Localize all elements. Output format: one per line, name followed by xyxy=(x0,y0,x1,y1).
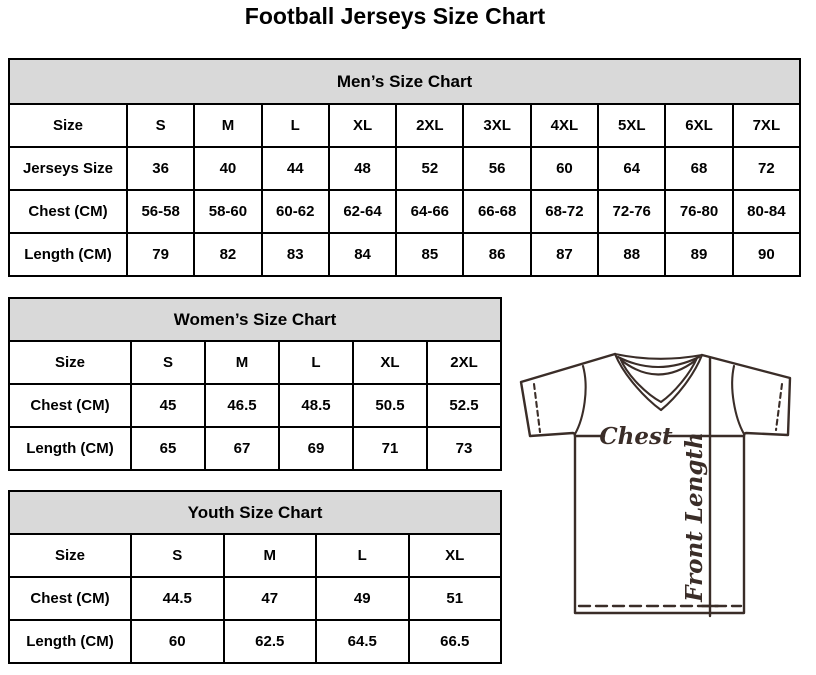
row-header-cell: Size xyxy=(9,104,127,147)
mens-size-table xyxy=(8,58,801,277)
data-cell: 71 xyxy=(353,427,427,470)
data-cell: 44.5 xyxy=(131,577,224,620)
data-cell: 56-58 xyxy=(127,190,194,233)
table-title: Youth Size Chart xyxy=(9,491,501,534)
table-row xyxy=(9,147,800,190)
page-title: Football Jerseys Size Chart xyxy=(244,3,546,29)
data-cell: S xyxy=(127,104,194,147)
data-cell: 87 xyxy=(531,233,598,276)
data-cell: 64-66 xyxy=(396,190,463,233)
row-header-cell: Length (CM) xyxy=(9,427,131,470)
data-cell: 68 xyxy=(665,147,732,190)
table-title: Men’s Size Chart xyxy=(9,59,800,104)
right-cuff-dashed-line xyxy=(776,384,782,430)
collar-top-edge xyxy=(615,354,702,359)
table-title-row xyxy=(9,491,501,534)
data-cell: 51 xyxy=(409,577,502,620)
data-cell: 68-72 xyxy=(531,190,598,233)
front-length-label: Front Length xyxy=(681,432,708,602)
table-row xyxy=(9,620,501,663)
row-header-cell: Size xyxy=(9,534,131,577)
data-cell: 60-62 xyxy=(262,190,329,233)
row-header-cell: Chest (CM) xyxy=(9,190,127,233)
data-cell: 65 xyxy=(131,427,205,470)
data-cell: L xyxy=(316,534,409,577)
data-cell: 46.5 xyxy=(205,384,279,427)
data-cell: S xyxy=(131,534,224,577)
data-cell: XL xyxy=(353,341,427,384)
table-row xyxy=(9,233,800,276)
data-cell: L xyxy=(279,341,353,384)
data-cell: XL xyxy=(329,104,396,147)
row-header-cell: Length (CM) xyxy=(9,620,131,663)
data-cell: 47 xyxy=(224,577,317,620)
row-header-cell: Chest (CM) xyxy=(9,384,131,427)
data-cell: S xyxy=(131,341,205,384)
data-cell: 2XL xyxy=(427,341,501,384)
data-cell: 6XL xyxy=(665,104,732,147)
left-cuff-dashed-line xyxy=(534,384,540,432)
data-cell: 67 xyxy=(205,427,279,470)
data-cell: 86 xyxy=(463,233,530,276)
youth-size-table xyxy=(8,490,502,664)
data-cell: 7XL xyxy=(733,104,800,147)
table-title-row xyxy=(9,298,501,341)
table-row xyxy=(9,534,501,577)
data-cell: 58-60 xyxy=(194,190,261,233)
data-cell: 85 xyxy=(396,233,463,276)
data-cell: XL xyxy=(409,534,502,577)
data-cell: 50.5 xyxy=(353,384,427,427)
data-cell: 48 xyxy=(329,147,396,190)
data-cell: M xyxy=(205,341,279,384)
data-cell: 52 xyxy=(396,147,463,190)
data-cell: M xyxy=(194,104,261,147)
data-cell: 88 xyxy=(598,233,665,276)
jersey-outline xyxy=(521,354,790,613)
table-row xyxy=(9,427,501,470)
table-row xyxy=(9,341,501,384)
data-cell: 90 xyxy=(733,233,800,276)
data-cell: 73 xyxy=(427,427,501,470)
data-cell: 45 xyxy=(131,384,205,427)
data-cell: 40 xyxy=(194,147,261,190)
table-row xyxy=(9,104,800,147)
data-cell: 4XL xyxy=(531,104,598,147)
data-cell: 60 xyxy=(131,620,224,663)
table-row xyxy=(9,577,501,620)
data-cell: 62-64 xyxy=(329,190,396,233)
data-cell: 82 xyxy=(194,233,261,276)
data-cell: 72-76 xyxy=(598,190,665,233)
data-cell: 5XL xyxy=(598,104,665,147)
data-cell: 72 xyxy=(733,147,800,190)
womens-size-table xyxy=(8,297,502,471)
table-title-row xyxy=(9,59,800,104)
chest-label: Chest xyxy=(599,423,673,450)
data-cell: 66.5 xyxy=(409,620,502,663)
data-cell: 36 xyxy=(127,147,194,190)
data-cell: L xyxy=(262,104,329,147)
table-row xyxy=(9,190,800,233)
data-cell: 66-68 xyxy=(463,190,530,233)
data-cell: 49 xyxy=(316,577,409,620)
data-cell: 44 xyxy=(262,147,329,190)
data-cell: 83 xyxy=(262,233,329,276)
data-cell: 48.5 xyxy=(279,384,353,427)
data-cell: 3XL xyxy=(463,104,530,147)
table-title: Women’s Size Chart xyxy=(9,298,501,341)
data-cell: 79 xyxy=(127,233,194,276)
row-header-cell: Size xyxy=(9,341,131,384)
data-cell: 52.5 xyxy=(427,384,501,427)
data-cell: 60 xyxy=(531,147,598,190)
data-cell: 89 xyxy=(665,233,732,276)
data-cell: 56 xyxy=(463,147,530,190)
data-cell: 80-84 xyxy=(733,190,800,233)
data-cell: 64.5 xyxy=(316,620,409,663)
row-header-cell: Jerseys Size xyxy=(9,147,127,190)
data-cell: 2XL xyxy=(396,104,463,147)
data-cell: 76-80 xyxy=(665,190,732,233)
jersey-diagram xyxy=(505,330,816,675)
row-header-cell: Chest (CM) xyxy=(9,577,131,620)
right-seam-line xyxy=(732,366,744,434)
data-cell: 84 xyxy=(329,233,396,276)
data-cell: 62.5 xyxy=(224,620,317,663)
data-cell: 64 xyxy=(598,147,665,190)
table-row xyxy=(9,384,501,427)
data-cell: 69 xyxy=(279,427,353,470)
data-cell: M xyxy=(224,534,317,577)
row-header-cell: Length (CM) xyxy=(9,233,127,276)
left-seam-line xyxy=(575,366,586,434)
